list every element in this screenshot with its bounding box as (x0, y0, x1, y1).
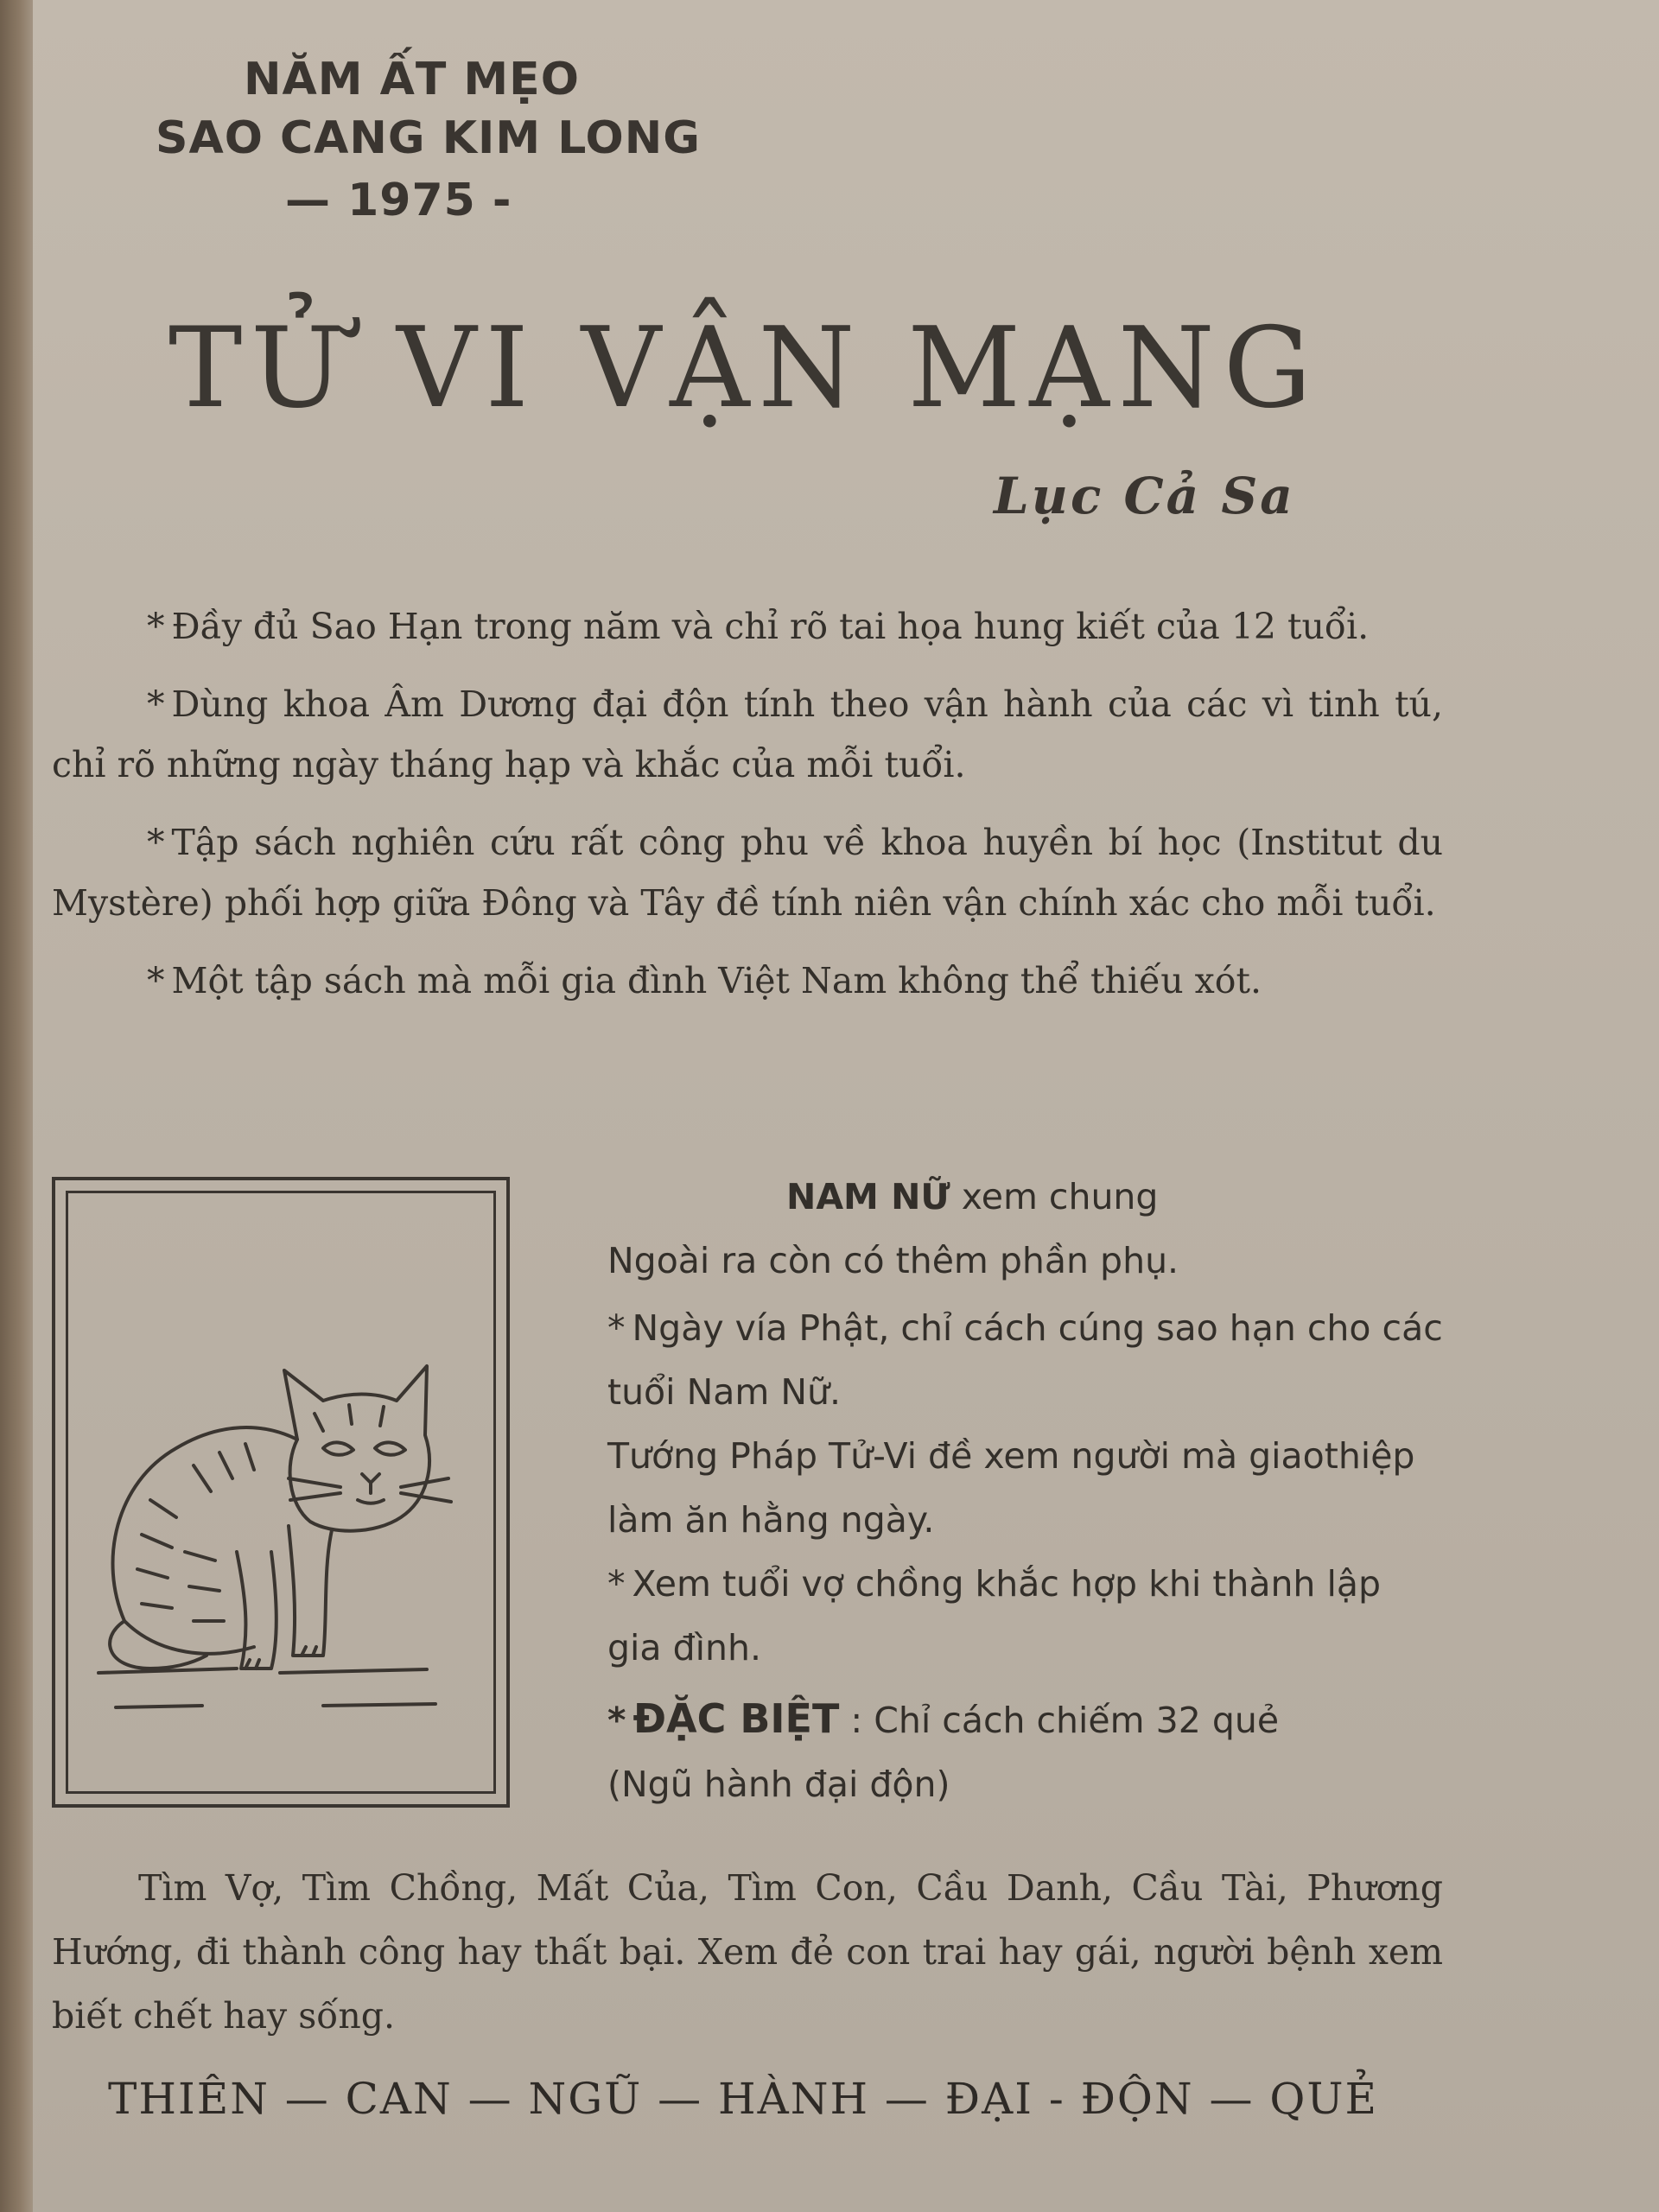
bullet-mark: * (147, 960, 165, 1001)
supplement-item: * Ngày vía Phật, chỉ cách cúng sao hạn cho các tuổi Nam Nữ. (607, 1307, 1443, 1413)
header-star-name: SAO CANG KIM LONG (156, 112, 701, 164)
special-line: * ĐẶC BIỆT : Chỉ cách chiếm 32 quẻ (607, 1695, 1280, 1742)
supplement-heading (786, 1165, 1443, 1229)
bullet-mark: * (147, 822, 165, 863)
bullet-mark: * (607, 1307, 626, 1349)
heading-bold: NAM NỮ (786, 1176, 950, 1217)
book-title: TỬ VI VẬN MẠNG (168, 304, 1320, 433)
feature-item: * Một tập sách mà mỗi gia đình Việt Nam không thể thiếu xót. (147, 960, 1262, 1001)
illustration-frame (52, 1177, 510, 1808)
cat-illustration-icon (64, 1189, 496, 1794)
heading-rest: xem chung (950, 1176, 1159, 1217)
footer-dash: - (1048, 2074, 1065, 2124)
footer-word: THIÊN (108, 2074, 270, 2124)
footer-dash: — (884, 2074, 930, 2124)
author-name: Lục Cả Sa (994, 467, 1295, 525)
footer-line (108, 2074, 1378, 2124)
bullet-mark: * (607, 1563, 626, 1605)
supplement-item: Tướng Pháp Tử-Vi đề xem người mà giaothiệp làm ăn hằng ngày. (607, 1435, 1415, 1541)
footer-dash: — (658, 2074, 703, 2124)
feature-item: * Đầy đủ Sao Hạn trong năm và chỉ rõ tai họa hung kiết của 12 tuổi. (147, 606, 1370, 647)
header-year-name: NĂM ẤT MẸO (244, 54, 580, 105)
bullet-mark: * (147, 606, 165, 647)
special-note: (Ngũ hành đại độn) (607, 1764, 950, 1805)
footer-dash: — (467, 2074, 513, 2124)
footer-word: ĐỘN (1080, 2074, 1194, 2124)
feature-list (52, 596, 1443, 1011)
bullet-mark: * (147, 683, 165, 725)
special-label: ĐẶC BIỆT (632, 1695, 840, 1742)
supplement-block (607, 1229, 1443, 1816)
footer-word: NGŨ (528, 2074, 643, 2124)
footer-word: HÀNH (717, 2074, 870, 2124)
book-spine (0, 0, 33, 2212)
bullet-mark: * (607, 1700, 626, 1741)
footer-dash: — (284, 2074, 330, 2124)
bottom-paragraph: Tìm Vợ, Tìm Chồng, Mất Của, Tìm Con, Cầu Danh, Cầu Tài, Phương Hướng, đi thành công hay thất bại. Xem đẻ con trai hay gái, người bệnh xem biết chết hay sống. (52, 1867, 1443, 2037)
supplement-intro: Ngoài ra còn có thêm phần phụ. (607, 1240, 1179, 1281)
special-text: Chỉ cách chiếm 32 quẻ (874, 1700, 1280, 1741)
feature-item: * Dùng khoa Âm Dương đại độn tính theo vận hành của các vì tinh tú, chỉ rõ những ngày tháng hạp và khắc của mỗi tuổi. (52, 683, 1443, 785)
supplement-item: * Xem tuổi vợ chồng khắc hợp khi thành lập gia đình. (607, 1563, 1381, 1669)
footer-word: QUẺ (1269, 2074, 1378, 2124)
footer-word: ĐẠI (944, 2074, 1033, 2124)
feature-item: * Tập sách nghiên cứu rất công phu về khoa huyền bí học (Institut du Mystère) phối hợp giữa Đông và Tây đề tính niên vận chính xác cho mỗi tuổi. (52, 822, 1443, 924)
footer-dash: — (1209, 2074, 1255, 2124)
header-year: — 1975 - (285, 175, 512, 226)
footer-word: CAN (345, 2074, 453, 2124)
